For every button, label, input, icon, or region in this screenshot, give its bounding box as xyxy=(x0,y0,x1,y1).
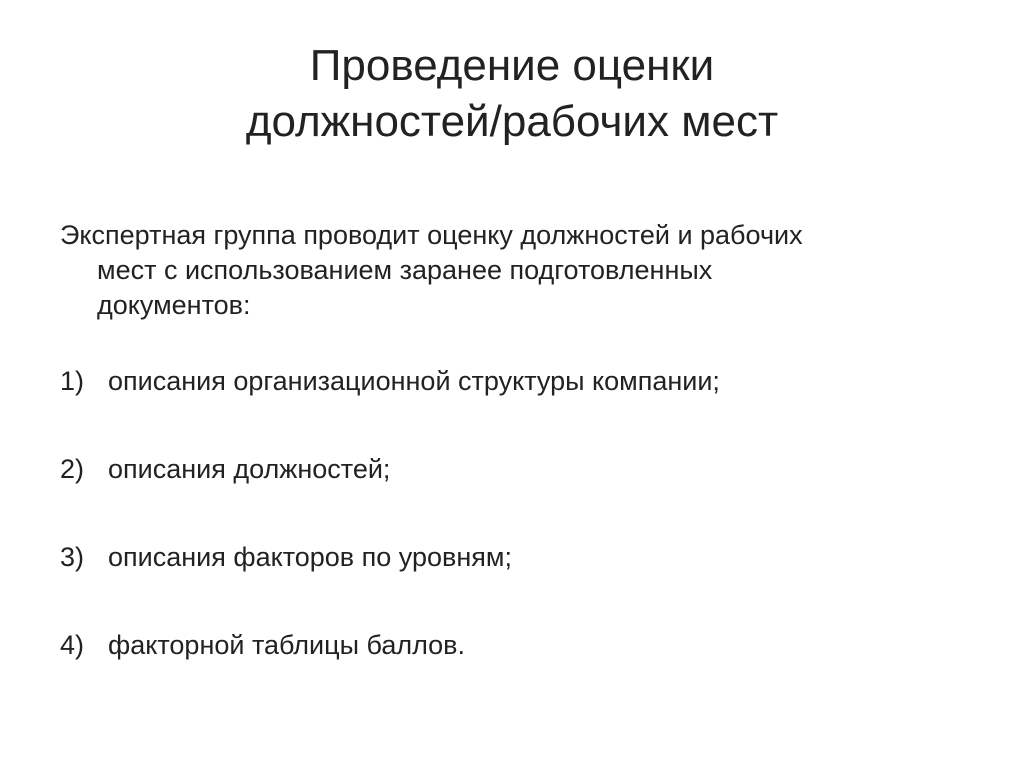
list-item xyxy=(60,452,960,540)
list-item xyxy=(60,628,960,716)
document-list xyxy=(60,364,960,716)
list-item-number: 3) xyxy=(60,542,85,572)
intro-line: Экспертная группа проводит оценку должностей и рабочих xyxy=(60,220,803,250)
slide-title xyxy=(112,38,912,150)
list-item xyxy=(60,364,960,452)
title-line: должностей/рабочих мест xyxy=(245,97,779,146)
list-item-text: описания должностей; xyxy=(108,454,391,484)
intro-line: мест с использованием заранее подготовленных xyxy=(97,255,713,285)
title-line: Проведение оценки xyxy=(309,41,715,90)
intro-paragraph xyxy=(60,218,960,323)
list-item-number: 4) xyxy=(60,630,85,660)
list-item-number: 1) xyxy=(60,366,85,396)
list-item-text: факторной таблицы баллов. xyxy=(108,630,466,660)
list-item-number: 2) xyxy=(60,454,85,484)
list-item-text: описания организационной структуры компании; xyxy=(108,366,720,396)
list-item-text: описания факторов по уровням; xyxy=(108,542,512,572)
intro-line: документов: xyxy=(97,290,251,320)
list-item xyxy=(60,540,960,628)
